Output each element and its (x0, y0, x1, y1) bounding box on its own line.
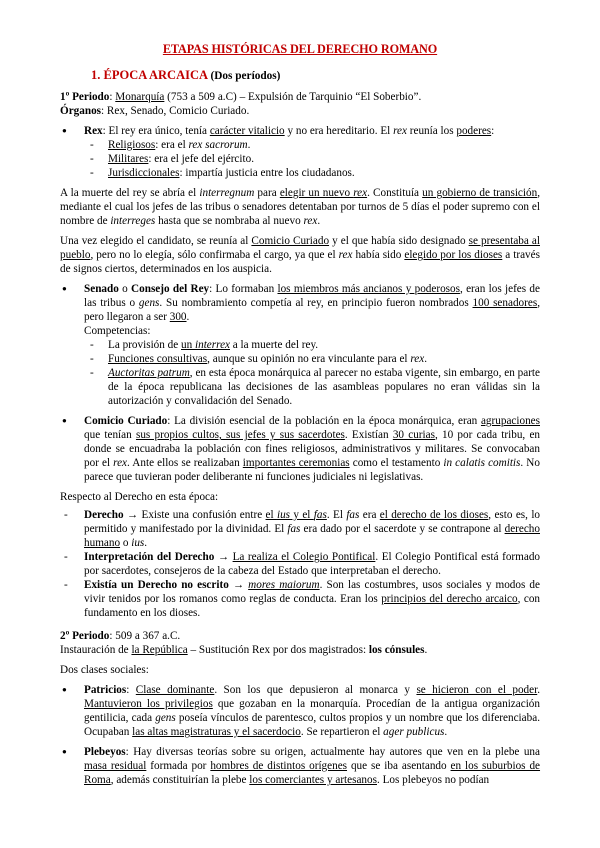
competencia-item (60, 338, 540, 352)
power-item-military (60, 152, 540, 166)
d-u-text: el (265, 509, 277, 521)
pl-underline: masa residual (84, 760, 147, 772)
p-text: , pero no lo elegía, sólo confirmaba el cargo, ya que el (90, 249, 339, 261)
power-item-jurisdictional (60, 166, 540, 180)
derecho-label: Derecho (84, 509, 124, 521)
rex-label: Rex (84, 125, 103, 137)
senado-t3: . Su nombramiento competía al rey, en principio fueron nombrados (159, 297, 473, 309)
d-text: era (359, 509, 380, 521)
p-text: . Constituía (367, 187, 423, 199)
pa-underline: Mantuvieron los privilegios (84, 698, 213, 710)
period2-line2 (60, 643, 540, 657)
n-underline: principios del derecho arcaico (381, 593, 518, 605)
p-text: y el que había sido designado (329, 235, 469, 247)
pa-text: . Se repartieron el (300, 726, 384, 738)
p-text: A la muerte del rey se abría el (60, 187, 200, 199)
monarchy-term: Monarquía (115, 91, 165, 103)
p-italic: rex (338, 249, 353, 261)
comicio-t2: que tenían (84, 429, 136, 441)
d-u-italic: fas (313, 509, 327, 521)
comicio-bullet (60, 414, 540, 484)
period1-label: 1º Periodo (60, 91, 110, 103)
d-u-italic: ius (276, 509, 291, 521)
power-item-religious (60, 138, 540, 152)
p-italic: interreges (110, 215, 156, 227)
c-text: . (424, 353, 427, 365)
d-text: , esto es, lo permitido y manifestado por la divinidad. El (84, 509, 541, 535)
patricios-label: Patricios (84, 684, 127, 696)
d-text: . (144, 537, 148, 549)
plebeyos-label: Plebeyos (84, 746, 126, 758)
period1-rest: (753 a 509 a.C) – Expulsión de Tarquinio “El Soberbio”. (164, 91, 422, 103)
rex-i1: rex (393, 125, 407, 137)
comicio-t7: . No parece que tuvieran poder deliberante ni funciones judiciales ni legislativas. (84, 457, 540, 483)
i-text: . El Colegio Pontifical está formado por sacerdotes, consejeros de la cabeza del Estado que interpretaban el derecho. (84, 551, 541, 577)
clases-line: Dos clases sociales: (60, 664, 149, 676)
respecto-line: Respecto al Derecho en esta época: (60, 491, 219, 503)
period1-line (60, 90, 540, 104)
senado-t5: . (186, 311, 190, 323)
rex-t2: y no era hereditario. El (284, 125, 394, 137)
power-text: : era el (155, 139, 189, 151)
pl-underline: hombres de distintos orígenes (210, 760, 348, 772)
comicio-t4: , 10 por cada tribu, en donde se encuadraba la población con fines religiosos, administrativos y militares. Se convocaban por el (84, 429, 541, 469)
rex-t3: reunía los (406, 125, 457, 137)
pl-text: formada por (146, 760, 211, 772)
d-italic: fas (287, 523, 301, 535)
d-underline: derecho humano (84, 523, 540, 549)
comicio-i1: rex (113, 457, 128, 469)
i-underline: La realiza el Colegio Pontifical (232, 551, 376, 563)
pa-italic: ager publicus (383, 726, 445, 738)
comicio-t3: . Existían (344, 429, 393, 441)
c-underline-text: un (181, 339, 195, 351)
c-underline: Funciones consultivas (108, 353, 208, 365)
section-heading (91, 68, 540, 83)
rex-bullet (60, 124, 540, 138)
pa-text: : (126, 684, 136, 696)
pa-italic: gens (155, 712, 176, 724)
comicio-i2: in calatis comitis (443, 457, 521, 469)
senado-label: Senado (84, 283, 119, 295)
senado-bullet (60, 282, 540, 324)
comicio-u3: 30 curias (392, 429, 435, 441)
comicio-t5: . Ante ellos se realizaban (127, 457, 243, 469)
pa-text: poseía vínculos de parentesco, cultos propios y un nombre que los diferenciaba. Ocupaban (84, 712, 540, 738)
organs-text: : Rex, Senado, Comicio Curiado. (101, 105, 250, 117)
period1-colon: : (109, 91, 116, 103)
pa-underline: las altas magistraturas y el sacerdocio (132, 726, 301, 738)
n-underline-italic: mores maiorum (248, 579, 320, 591)
organs-label: Órganos (60, 105, 102, 117)
section-heading-text: 1. ÉPOCA ARCAICA (91, 68, 208, 82)
pl-underline: los comerciantes y artesanos (249, 774, 377, 786)
pa-underline: se hicieron con el poder (416, 684, 538, 696)
senado-u2: 100 senadores (472, 297, 538, 309)
section-subheading: (Dos períodos) (210, 70, 281, 82)
c-text: La provisión de (108, 339, 182, 351)
senado-label2: Consejo del Rey (131, 283, 210, 295)
c-underline-italic: interrex (195, 339, 230, 351)
c-underline (181, 339, 230, 351)
pa-text: . (537, 684, 541, 696)
paragraph-election (60, 234, 540, 276)
d-underline: el derecho de los dioses (379, 509, 489, 521)
rex-t4: : (491, 125, 495, 137)
senado-t2: , eran los jefes de las tribus o (84, 283, 540, 309)
period2-rest: : 509 a 367 a.C. (109, 630, 181, 642)
p-underline-italic: rex (353, 187, 368, 199)
pa-text: . (444, 726, 448, 738)
p-text: a través de signos ciertos, determinados en los auspicia. (60, 249, 540, 275)
p2-bold: los cónsules (368, 644, 425, 656)
comicio-t6: como el testamento (349, 457, 444, 469)
senado-t0: o (118, 283, 132, 295)
comicio-u4: importantes ceremonias (242, 457, 350, 469)
d-text: era dado por el sacerdote y se contrapone al (300, 523, 505, 535)
p-underline: se presentaba al pueblo (60, 235, 540, 261)
derecho-item (60, 508, 540, 550)
power-label: Religiosos (108, 139, 156, 151)
pl-text: que se iba asentando (347, 760, 451, 772)
rex-u1: carácter vitalicio (209, 125, 285, 137)
p-text: , mediante el cual los jefes de las tribus o senadores detentaban por turnos de 5 días el poder supremo con el nombre de (60, 187, 540, 227)
arrow: → (214, 551, 233, 563)
c-text: , aunque su opinión no era vinculante para el (207, 353, 411, 365)
rex-t1: : El rey era único, tenía (102, 125, 210, 137)
power-italic: rex sacrorum (188, 139, 248, 151)
pa-underline: Clase dominante (135, 684, 215, 696)
c-text: a la muerte del rey. (230, 339, 319, 351)
pa-text: . Son los que depusieron al monarca y (214, 684, 417, 696)
c-text: , en esta época monárquica al parecer no estaba vigente, sin embargo, en parte de la época republicana las decisiones de las asambleas populares no eran válidas sin la autorización y convalidación del Senado. (108, 367, 541, 407)
competencia-item (60, 352, 540, 366)
comicio-label: Comicio Curiado (84, 415, 168, 427)
pl-text: , además constituirían la plebe (110, 774, 250, 786)
d-u-text: y el (290, 509, 314, 521)
p-text: . (317, 215, 321, 227)
power-label: Jurisdiccionales (108, 167, 180, 179)
n-text: , con fundamento en los dioses. (84, 593, 541, 619)
arrow: → (123, 509, 142, 521)
p-underline: un gobierno de transición (422, 187, 538, 199)
paragraph-interregnum (60, 186, 540, 228)
p-underline: elegido por los dioses (404, 249, 503, 261)
senado-u1: los miembros más ancianos y poderosos (277, 283, 460, 295)
d-underline (266, 509, 327, 521)
comicio-u2: sus propios cultos, sus jefes y sus sacerdotes (135, 429, 345, 441)
p-text: para (254, 187, 280, 199)
competencias-label: Competencias: (84, 325, 151, 337)
period2-label: 2º Periodo (60, 630, 110, 642)
rex-u2: poderes (456, 125, 492, 137)
p2-underline: la República (131, 644, 188, 656)
d-text: . El (326, 509, 347, 521)
p-italic: rex (303, 215, 318, 227)
p2-text: Instauración de (60, 644, 132, 656)
document-title: ETAPAS HISTÓRICAS DEL DERECHO ROMANO (162, 42, 438, 56)
senado-u3: 300 (169, 311, 187, 323)
power-end: . (247, 139, 251, 151)
power-text: : era el jefe del ejército. (148, 153, 254, 165)
d-italic: fas (346, 509, 360, 521)
p2-text: – Sustitución Rex por dos magistrados: (187, 644, 369, 656)
senado-t4: , pero llegaron a ser (84, 297, 540, 323)
interpretacion-label: Interpretación del Derecho (84, 551, 215, 563)
p-underline (280, 187, 367, 199)
p-text: había sido (352, 249, 405, 261)
pl-underline: en los suburbios de Roma (84, 760, 541, 786)
p2-text: . (424, 644, 428, 656)
p-text: Una vez elegido el candidato, se reunía al (60, 235, 252, 247)
p-italic: interregnum (199, 187, 255, 199)
arrow: → (228, 579, 249, 591)
p-text: hasta que se nombraba al nuevo (155, 215, 304, 227)
d-text: o (120, 537, 132, 549)
no-escrito-label: Existía un Derecho no escrito (84, 579, 229, 591)
plebeyos-bullet (60, 745, 540, 787)
no-escrito-item (60, 578, 540, 620)
senado-t1: : Lo formaban (209, 283, 278, 295)
pa-text: que gozaban en la monarquía. Procedían de la antigua organización gentilicia, cada (84, 698, 540, 724)
n-text: . Son las costumbres, usos sociales y modos de vivir tenidos por los romanos como reglas de conducta. Eran los (84, 579, 540, 605)
power-label: Militares (108, 153, 149, 165)
c-underline-italic: Auctoritas patrum (108, 367, 190, 379)
d-italic: ius (131, 537, 145, 549)
comicio-u1: agrupaciones (480, 415, 540, 427)
pl-text: : Hay diversas teorías sobre su origen, actualmente hay autores que ven en la plebe una (125, 746, 540, 758)
period2-line (60, 629, 540, 643)
organs-line (60, 104, 540, 118)
c-italic: rex (410, 353, 425, 365)
d-text: Existe una confusión entre (141, 509, 266, 521)
p-underline-text: elegir un nuevo (279, 187, 354, 199)
power-text: : impartía justicia entre los ciudadanos. (179, 167, 355, 179)
pl-text: . Los plebeyos no podían (376, 774, 490, 786)
senado-i1: gens (138, 297, 160, 309)
p-underline: Comicio Curiado (251, 235, 330, 247)
comicio-t1: : La división esencial de la población en la época monárquica, eran (167, 415, 481, 427)
patricios-bullet (60, 683, 540, 739)
interpretacion-item (60, 550, 540, 578)
competencia-item (60, 366, 540, 408)
